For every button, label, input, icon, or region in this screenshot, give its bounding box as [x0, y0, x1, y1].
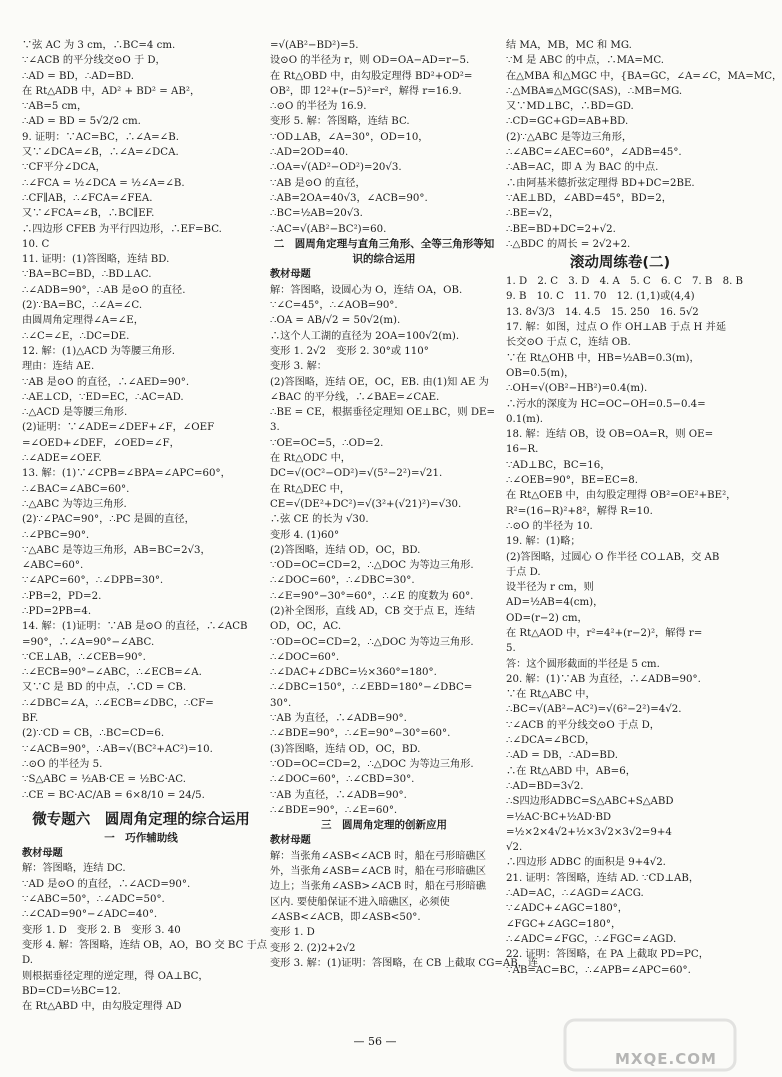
text-line: ∴∠E=90°−30°=60°，∴∠E 的度数为 60°.: [270, 590, 474, 602]
text-line: ∴AD=2OD=40.: [270, 147, 349, 159]
text-line: 解：答图略，设圆心为 O，连结 OA，OB.: [270, 284, 463, 296]
text-line: =½AC·BC+½AD·BD: [506, 811, 612, 823]
text-line: 变形 4. (1)60°: [270, 529, 340, 541]
text-line: 变形 2. (2)2+2√2: [270, 942, 356, 954]
text-line: ∴弦 CE 的长为 √30.: [270, 514, 369, 526]
text-line: 区内. 要使船保证不进入暗礁区，必须使: [270, 896, 450, 908]
text-line: ∵∠ACB 的平分线交⊙O 于 D，: [22, 55, 166, 67]
text-line: ∵AD⊥BC，BC=16，: [506, 459, 611, 471]
text-line: ∴AD=AC，∴∠AGD=∠ACG.: [506, 888, 644, 900]
text-line: ∴△BDC 的周长 = 2√2+2.: [506, 238, 631, 250]
text-line: 22. 证明：答图略，在 PA 上截取 PD=PC，: [506, 949, 709, 961]
text-line: 13. 解：(1)∵∠CPB=∠BPA=∠APC=60°，: [22, 468, 231, 480]
text-line: ∴AC=√(AB²−BC²)=60.: [270, 223, 387, 235]
text-line: 9. B 10. C 11. 70 12. (1,1)或(4,4): [506, 291, 695, 303]
text-line: ∵OD=OC=CD=2，∴△DOC 为等边三角形.: [270, 560, 474, 572]
text-line: 变形 1. D: [270, 927, 315, 939]
text-line: ∵AD 是⊙O 的直径，∴∠ACD=90°.: [22, 878, 191, 890]
text-line: 变形 4. 解：答图略，连结 OB，AO，BO 交 BC 于点: [22, 939, 268, 951]
text-line: ∵S△ABC = ½AB·CE = ½BC·AC.: [22, 774, 186, 786]
text-line: 19. 解：(1)略；: [506, 536, 581, 548]
text-line: ∴PD=2PB=4.: [22, 605, 92, 617]
text-line: =∠OED+∠DEF，∠OED=∠F，: [22, 437, 180, 449]
text-line: ∵OE=OC=5，∴OD=2.: [270, 437, 384, 449]
text-line: ∴∠BDE=90°，∴∠E=60°.: [270, 804, 398, 816]
text-line: OB²，即 12²+(r−5)²=r²，解得 r=16.9.: [270, 85, 462, 97]
text-line: (2)答图略，连结 OD，OC，BD.: [270, 544, 421, 556]
text-line: (2)∵CD = CB，∴BC=CD=6.: [22, 728, 165, 740]
text-line: ∴∠BDE=90°，∴∠E=90°−30°=60°.: [270, 728, 451, 740]
text-line: CE=√(DE²+DC²)=√(3²+(√21)²)=√30.: [270, 498, 462, 510]
text-line: 在 Rt△ABD 中，由勾股定理得 AD: [22, 1001, 182, 1013]
text-line: 边上；当张角∠ASB>∠ACB 时，船在弓形暗礁: [270, 881, 486, 893]
text-line: ∴∠PBC=90°.: [22, 529, 90, 541]
text-line: ∴四边形 CFEB 为平行四边形，∴EF=BC.: [22, 223, 222, 235]
text-line: 则根据垂径定理的逆定理，得 OA⊥BC，: [22, 970, 209, 982]
text-line: 变形 1. D 变形 2. B 变形 3. 40: [22, 924, 181, 936]
col2c-answers: [270, 833, 539, 971]
text-line: 理由：连结 AE.: [22, 361, 95, 373]
text-line: ∴∠DOC=60°，∴∠DBC=30°.: [270, 575, 415, 587]
text-line: 在 Rt△OBD 中，由勾股定理得 BD²+OD²=: [270, 70, 473, 82]
text-line: OB=0.5(m)，: [506, 367, 575, 379]
text-line: DC=√(OC²−OD²)=√(5²−2²)=√21.: [270, 468, 443, 480]
text-line: 又∵C 是 BD 的中点，∴CD = CB.: [22, 682, 187, 694]
text-line: (2)∵∠PAC=90°，∴PC 是圆的直径，: [22, 514, 195, 526]
text-line: ∴CF∥AB，∴∠FCA=∠FEA.: [22, 192, 153, 204]
text-line: 在 Rt△ADB 中，AD² + BD² = AB²，: [22, 85, 201, 97]
text-line: ∵△ABC 是等边三角形，AB=BC=2√3，: [22, 544, 211, 556]
watermark-text: MXQE.COM: [615, 1050, 717, 1068]
col2b-answers: [270, 267, 498, 818]
text-line: 解：当张角∠ASB<∠ACB 时，船在弓形暗礁区: [270, 850, 486, 862]
text-line: ∴∠ECB=90°−∠ABC，∴∠ECB=∠A.: [22, 667, 202, 679]
text-line: 结 MA，MB，MC 和 MG.: [506, 40, 632, 51]
text-line: =½×2×4√2+½×3√2×3√2=9+4: [506, 826, 672, 838]
text-line: ∴AB=AC，即 A 为 BAC 的中点.: [506, 162, 659, 174]
text-line: ∵AB=AC=BC，∴∠APB=∠APC=60°.: [506, 964, 691, 976]
text-line: ∴∠ABC=∠AEC=60°，∠ADB=45°.: [506, 147, 682, 159]
text-line: (2)∵△ABC 是等边三角形，: [506, 131, 633, 143]
text-line: ∵AB 为直径，∴∠ADB=90°.: [270, 789, 407, 801]
text-line: 30°.: [270, 697, 292, 709]
text-line: ∴AB=2OA=40√3，∠ACB=90°.: [270, 192, 428, 204]
col3-answers: [506, 38, 782, 252]
text-line: ∴AD = BD = 5√2/2 cm.: [22, 116, 141, 128]
text-line: 14. 解：(1)证明：∵AB 是⊙O 的直径，∴∠ACB: [22, 621, 248, 633]
text-line: 12. 解：(1)△ACD 为等腰三角形.: [22, 345, 176, 357]
text-line: ∠ASB<∠ACB，即∠ASB<50°.: [270, 911, 421, 923]
text-line: ∵∠ABC=50°，∴∠ADC=50°.: [22, 894, 165, 906]
text-line: ∴∠ADE=∠OEF.: [22, 453, 102, 465]
text-line: ∴∠OEB=90°，BE=EC=8.: [506, 475, 639, 487]
text-line: ∵在 Rt△OHB 中，HB=½AB=0.3(m)，: [506, 352, 700, 364]
text-line: ∴四边形 ADBC 的面积是 9+4√2.: [506, 857, 666, 869]
text-line: (2)答图略，过圆心 O 作半径 CO⊥AB，交 AB: [506, 551, 720, 563]
section-heading-2: 二 圆周角定理与直角三角形、全等三角形等知识的综合运用: [273, 237, 495, 266]
text-line: ∴∠DBC=∠A，∴∠ECB=∠DBC，∴CF=: [22, 697, 214, 709]
text-line: 21. 证明：答图略，连结 AD. ∵CD⊥AB，: [506, 872, 700, 884]
text-line: 设半径为 r cm，则: [506, 582, 594, 594]
text-line: ∴△ACD 是等腰三角形.: [22, 407, 128, 419]
text-line: BF.: [22, 713, 39, 725]
text-line: D.: [22, 955, 34, 967]
text-line: ∴PB=2，PD=2.: [22, 590, 102, 602]
text-line: ∴∠DOC=60°.: [270, 651, 340, 663]
text-line: ∵BA=BC=BD，∴BD⊥AC.: [22, 269, 152, 281]
text-line: 答：这个圆形截面的半径是 5 cm.: [506, 658, 660, 670]
text-line: 18. 解：连结 OB，设 OB=OA=R，则 OE=: [506, 429, 714, 441]
text-line: ∵AB 为直径，∴∠ADB=90°.: [270, 713, 407, 725]
text-line: ∵M 是 ABC 的中点，∴MA=MC.: [506, 55, 665, 67]
text-line: 外，当张角∠ASB=∠ACB 时，船在弓形暗礁区: [270, 866, 486, 878]
text-line: ∠FGC+∠AGC=180°，: [506, 918, 622, 930]
text-line: 在△MBA 和△MGC 中，{BA=GC，∠A=∠C，MA=MC，: [506, 70, 782, 82]
text-line: 教材母题: [22, 848, 63, 860]
text-line: ∵OD=OC=CD=2，∴△DOC 为等边三角形.: [270, 758, 474, 770]
text-line: (2)∵BA=BC，∴∠A=∠C.: [22, 300, 143, 312]
text-line: ∴∠BAC=∠ABC=60°.: [22, 483, 130, 495]
text-line: ∴∠ADC=∠FGC，∴∠FGC=∠AGD.: [506, 933, 677, 945]
text-line: 11. 证明：(1)答图略，连结 BD.: [22, 254, 170, 266]
text-line: 教材母题: [270, 835, 311, 847]
text-line: 设⊙O 的半径为 r，则 OD=OA−AD=r−5.: [270, 55, 470, 67]
text-line: ∴∠CAD=90°−∠ADC=40°.: [22, 909, 158, 921]
text-line: ∵CF平分∠DCA，: [22, 162, 106, 174]
text-line: OD，OC，AC.: [270, 621, 342, 633]
text-line: ∵AB 是⊙O 的直径，: [270, 177, 366, 189]
text-line: 在 Rt△AOD 中，r²=4²+(r−2)²，解得 r=: [506, 627, 703, 639]
text-line: ∴∠C=∠E，∴DC=DE.: [22, 330, 130, 342]
text-line: (2)补全图形，直线 AD，CB 交于点 E，连结: [270, 605, 476, 617]
text-line: √2.: [506, 842, 523, 854]
text-line: ∠ABC=60°.: [22, 560, 84, 572]
text-line: (2)证明：∵∠ADE=∠DEF+∠F，∠OEF: [22, 422, 215, 434]
quiz-title: 滚动周练卷(二): [569, 255, 671, 272]
text-line: 13. 8√3/3 14. 4.5 15. 250 16. 5√2: [506, 306, 699, 318]
text-line: ∵∠ACB 的平分线交⊙O 于点 D，: [506, 719, 660, 731]
text-line: ∵OD⊥AB，∠A=30°，OD=10，: [270, 131, 429, 143]
text-line: 1. D 2. C 3. D 4. A 5. C 6. C 7. B 8. B: [506, 276, 744, 288]
text-line: 20. 解：(1)∵AB 为直径，∴∠ADB=90°.: [506, 673, 701, 685]
text-line: ∵∠ACB=90°，∴AB=√(BC²+AC²)=10.: [22, 743, 213, 755]
text-line: ∠BAC 的平分线，∴∠BAE=∠CAE.: [270, 391, 440, 403]
text-line: (3)答图略，连结 OD，OC，BD.: [270, 743, 421, 755]
text-line: R²=(16−R)²+8²，解得 R=10.: [506, 505, 653, 517]
text-line: ∴CE = BC·AC/AB = 6×8/10 = 24/5.: [22, 789, 205, 801]
text-line: ∴⊙O 的半径为 16.9.: [270, 101, 367, 113]
text-line: 0.1(m).: [506, 413, 544, 425]
text-line: 变形 1. 2√2 变形 2. 30°或 110°: [270, 345, 429, 357]
topic-title: 微专题六 圆周角定理的综合运用: [32, 811, 250, 828]
text-line: (2)答图略，连结 OE，OC，EB. 由(1)知 AE 为: [270, 376, 489, 388]
text-line: ∵AB 是⊙O 的直径，∴∠AED=90°.: [22, 376, 190, 388]
col1-answers: [22, 38, 260, 803]
text-line: ∴∠DCA=∠BCD，: [506, 735, 596, 747]
text-line: ∵在 Rt△ABC 中，: [506, 689, 596, 701]
text-line: 又∵∠FCA=∠B，∴BC∥EF.: [22, 208, 155, 220]
text-line: 于点 D.: [506, 566, 541, 578]
text-line: ∵OD=OC=CD=2，∴△DOC 为等边三角形.: [270, 636, 474, 648]
text-line: ∵∠ADC+∠AGC=180°，: [506, 903, 628, 915]
text-line: ∵弦 AC 为 3 cm，∴BC=4 cm.: [22, 40, 176, 51]
text-line: ∴OA=√(AD²−OD²)=20√3.: [270, 162, 402, 174]
col1b-answers: [22, 846, 268, 1014]
text-line: ∵AE⊥BD，∠ABD=45°，BD=2，: [506, 192, 672, 204]
text-line: ∴△MBA≌△MGC(SAS)，∴MB=MG.: [506, 85, 683, 97]
text-line: 变形 3. 解：(1)证明：答图略，在 CB 上截取 CG=AB，连: [270, 957, 539, 969]
text-line: 由圆周角定理得∠A=∠E，: [22, 315, 144, 327]
col3b-answers: [506, 274, 744, 978]
text-line: ∴BC=√(AB²−AC²)=√(6²−2²)=4√2.: [506, 704, 682, 716]
text-line: ∵CE⊥AB，∴∠CEB=90°.: [22, 651, 146, 663]
text-line: ∴AD=BD=3√2.: [506, 780, 584, 792]
text-line: ∴OA = AB/√2 = 50√2(m).: [270, 315, 401, 327]
text-line: ∴⊙O 的半径为 10.: [506, 520, 593, 532]
column-3: [506, 38, 782, 978]
text-line: 9. 证明：∵AC=BC，∴∠A=∠B.: [22, 131, 179, 143]
section-heading-1: 一 巧作辅助线: [104, 831, 178, 844]
text-line: 在 Rt△DEC 中，: [270, 483, 351, 495]
text-line: ∴CD=GC+GD=AB+BD.: [506, 116, 629, 128]
text-line: ∴AE⊥CD，∵ED=EC，∴AC=AD.: [22, 391, 184, 403]
text-line: ∴∠FCA = ½∠DCA = ½∠A=∠B.: [22, 177, 185, 189]
text-line: ∵∠APC=60°，∴∠DPB=30°.: [22, 575, 164, 587]
text-line: ∴∠ADB=90°，∴AB 是⊙O 的直径.: [22, 284, 186, 296]
text-line: =90°，∴∠A=90°−∠ABC.: [22, 636, 155, 648]
text-line: 长交⊙O 于点 C，连结 OB.: [506, 337, 631, 349]
text-line: ∴BE=BD+DC=2+√2.: [506, 223, 616, 235]
text-line: 16−R.: [506, 444, 539, 456]
text-line: ∴△ABC 为等边三角形.: [22, 498, 127, 510]
text-line: 3.: [270, 422, 280, 434]
text-line: 变形 5. 解：答图略，连结 BC.: [270, 116, 410, 128]
text-line: OD=(r−2) cm，: [506, 612, 588, 624]
text-line: ∴∠DBC=150°，∴∠EBD=180°−∠DBC=: [270, 682, 473, 694]
text-line: AD=½AB=4(cm)，: [506, 597, 604, 609]
text-line: ∵AB=5 cm，: [22, 101, 88, 113]
text-line: 又∵MD⊥BC，∴BD=GD.: [506, 101, 634, 113]
text-line: 在 Rt△ODC 中，: [270, 453, 351, 465]
text-line: 5.: [506, 643, 516, 655]
text-line: ∴BE = CE，根据垂径定理知 OE⊥BC，则 DE=: [270, 407, 495, 419]
text-line: 又∵∠DCA=∠B，∴∠A=∠DCA.: [22, 147, 179, 159]
text-line: ∴BE=√2，: [506, 208, 560, 220]
text-line: ∴∠DOC=60°，∴∠CBD=30°.: [270, 774, 415, 786]
text-line: BD=CD=½BC=12.: [22, 985, 121, 997]
page-number: — 56 —: [353, 1035, 397, 1048]
text-line: ∴AD = DB，∴AD=BD.: [506, 750, 618, 762]
text-line: =√(AB²−BD²)=5.: [270, 40, 359, 51]
text-line: 17. 解：如图，过点 O 作 OH⊥AB 于点 H 并延: [506, 322, 727, 334]
text-line: ∵∠C=45°，∴∠AOB=90°.: [270, 300, 398, 312]
text-line: 10. C: [22, 238, 50, 250]
text-line: 在 Rt△OEB 中，由勾股定理得 OB²=OE²+BE²，: [506, 490, 737, 502]
text-line: ∴OH=√(OB²−HB²)=0.4(m).: [506, 383, 648, 395]
text-line: ∴在 Rt△ABD 中，AB=6，: [506, 765, 636, 777]
text-line: ∴AD = BD，∴AD=BD.: [22, 70, 134, 82]
text-line: ∴⊙O 的半径为 5.: [22, 758, 103, 770]
text-line: ∴BC=½AB=20√3.: [270, 208, 363, 220]
text-line: ∴∠DAC+∠DBC=½×360°=180°.: [270, 667, 437, 679]
text-line: ∴由阿基米德折弦定理得 BD+DC=2BE.: [506, 177, 695, 189]
col2-answers: [270, 38, 498, 237]
text-line: 教材母题: [270, 269, 311, 281]
text-line: ∴这个人工湖的直径为 2OA=100√2(m).: [270, 330, 460, 342]
text-line: ∴污水的深度为 HC=OC−OH=0.5−0.4=: [506, 398, 706, 410]
column-1: [22, 38, 268, 1014]
text-line: 变形 3. 解：: [270, 361, 327, 373]
text-line: 解：答图略，连结 DC.: [22, 863, 126, 875]
text-line: ∴S四边形ADBC=S△ABC+S△ABD: [506, 796, 674, 808]
section-heading-3: 三 圆周角定理的创新应用: [321, 819, 447, 832]
